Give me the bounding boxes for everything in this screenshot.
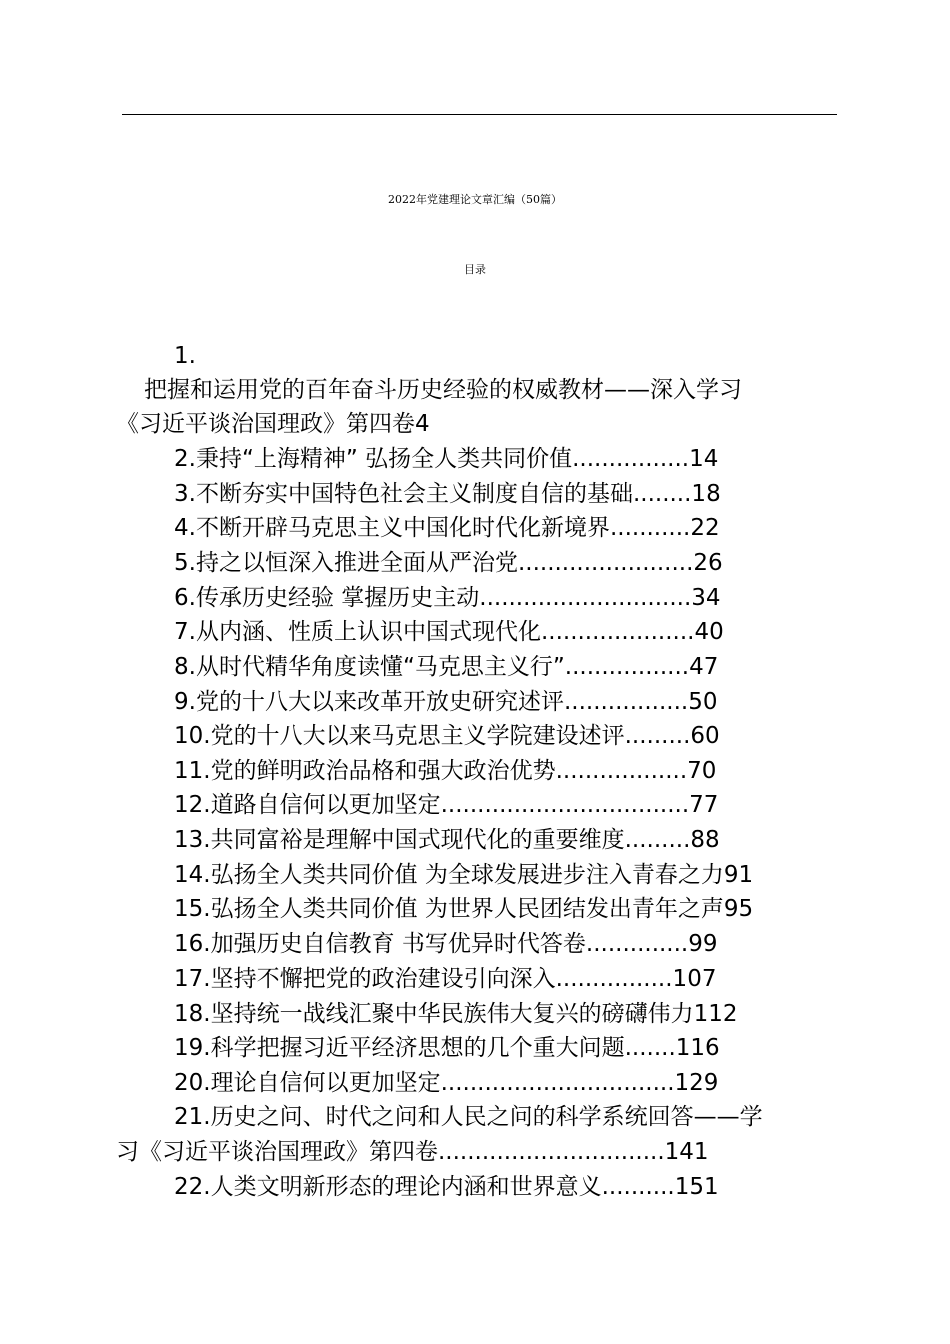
toc-entry-1-title-line2: 《习近平谈治国理政》第四卷4 [116,411,430,437]
toc-entry-1-title-line1: 把握和运用党的百年奋斗历史经验的权威教材——深入学习 [144,377,742,403]
toc-entry: 5.持之以恒深入推进全面从严治党........................26 [174,550,723,576]
toc-entry: 19.科学把握习近平经济思想的几个重大问题.......116 [174,1035,720,1061]
toc-entry: 7.从内涵、性质上认识中国式现代化.....................40 [174,619,724,645]
toc-entry: 2.秉持“上海精神” 弘扬全人类共同价值................14 [174,446,719,472]
toc-entry: 3.不断夯实中国特色社会主义制度自信的基础........18 [174,481,721,507]
toc-entry: 22.人类文明新形态的理论内涵和世界意义..........151 [174,1174,719,1200]
toc-entry: 8.从时代精华角度读懂“马克思主义行”.................47 [174,654,719,680]
toc-entry: 9.党的十八大以来改革开放史研究述评.................50 [174,689,718,715]
toc-entry: 14.弘扬全人类共同价值 为全球发展进步注入青春之力91 [174,862,754,888]
toc-entry-1-number: 1. [174,343,196,369]
toc-entry: 12.道路自信何以更加坚定..................................77 [174,792,719,818]
toc-entry: 16.加强历史自信教育 书写优异时代答卷..............99 [174,931,718,957]
toc-entry: 11.党的鲜明政治品格和强大政治优势..................70 [174,758,717,784]
toc-entry: 13.共同富裕是理解中国式现代化的重要维度.........88 [174,827,720,853]
toc-entry: 6.传承历史经验 掌握历史主动.............................34 [174,585,721,611]
toc-entry: 10.党的十八大以来马克思主义学院建设述评.........60 [174,723,720,749]
toc-entry: 4.不断开辟马克思主义中国化时代化新境界...........22 [174,515,720,541]
toc-heading: 目录 [464,263,486,276]
toc-entry: 15.弘扬全人类共同价值 为世界人民团结发出青年之声95 [174,896,754,922]
toc-entry: 20.理论自信何以更加坚定................................129 [174,1070,719,1096]
toc-entry-21-title-line1: 21.历史之问、时代之问和人民之问的科学系统回答——学 [174,1104,763,1130]
toc-entry: 18.坚持统一战线汇聚中华民族伟大复兴的磅礴伟力112 [174,1001,738,1027]
toc-entry: 17.坚持不懈把党的政治建设引向深入................107 [174,966,717,992]
header-rule [122,114,837,115]
toc-entry-21-title-line2: 习《习近平谈治国理政》第四卷...............................141 [116,1139,709,1165]
document-title: 2022年党建理论文章汇编（50篇） [388,193,562,206]
